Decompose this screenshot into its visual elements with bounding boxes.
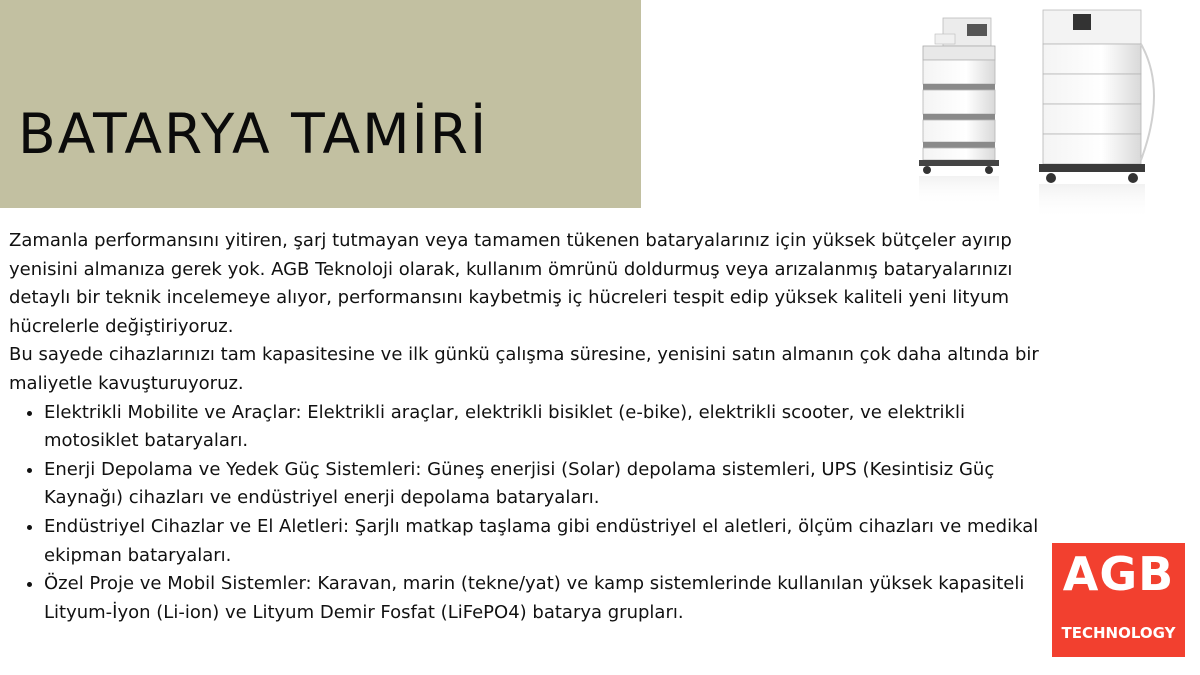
right-battery-stack [1039, 10, 1154, 220]
service-item-special-projects: • Özel Proje ve Mobil Sistemler: Karavan, marin (tekne/yat) ve kamp sistemlerinde kullanılan yüksek kapasiteli Lityum-İyon (Li-ion) ve Lityum Demir Fosfat (LiFePO4) batarya grupları. [44, 570, 1059, 627]
page-title: BATARYA TAMİRİ [18, 101, 489, 166]
main-content [9, 227, 1059, 627]
title-panel [0, 0, 641, 208]
service-item-industrial: • Endüstriyel Cihazlar ve El Aletleri: Şarjlı matkap taşlama gibi endüstriyel el aletleri, ölçüm cihazları ve medikal ekipman bataryaları. [44, 513, 1059, 570]
service-item-mobility: • Elektrikli Mobilite ve Araçlar: Elektrikli araçlar, elektrikli bisiklet (e-bike), elektrikli scooter, ve elektrikli motosiklet bataryaları. [44, 399, 1059, 456]
logo-main-text: AGB [1062, 547, 1175, 601]
left-battery-stack [919, 18, 999, 206]
logo-sub-text: TECHNOLOGY [1061, 624, 1176, 642]
agb-logo [1052, 543, 1185, 657]
service-item-energy-storage: • Enerji Depolama ve Yedek Güç Sistemleri: Güneş enerjisi (Solar) depolama sistemleri, UPS (Kesintisiz Güç Kaynağı) cihazları ve endüstriyel enerji depolama bataryaları. [44, 456, 1059, 513]
intro-paragraph: Zamanla performansını yitiren, şarj tutmayan veya tamamen tükenen bataryalarınız için yüksek bütçeler ayırıp yenisini almanıza gerek yok. AGB Teknoloji olarak, kullanım ömrünü doldurmuş veya arızalanmış bataryalarınızı detaylı bir teknik incelemeye alıyor, performansını kaybetmiş iç hücreleri tespit edip yüksek kaliteli yeni lityum hücrelerle değiştiriyoruz. [9, 230, 1013, 337]
battery-product-image [905, 0, 1200, 225]
service-list [9, 399, 1059, 628]
intro-paragraph-2: Bu sayede cihazlarınızı tam kapasitesine ve ilk günkü çalışma süresine, yenisini satın almanın çok daha altında bir maliyetle kavuşturuyoruz. [9, 344, 1039, 394]
